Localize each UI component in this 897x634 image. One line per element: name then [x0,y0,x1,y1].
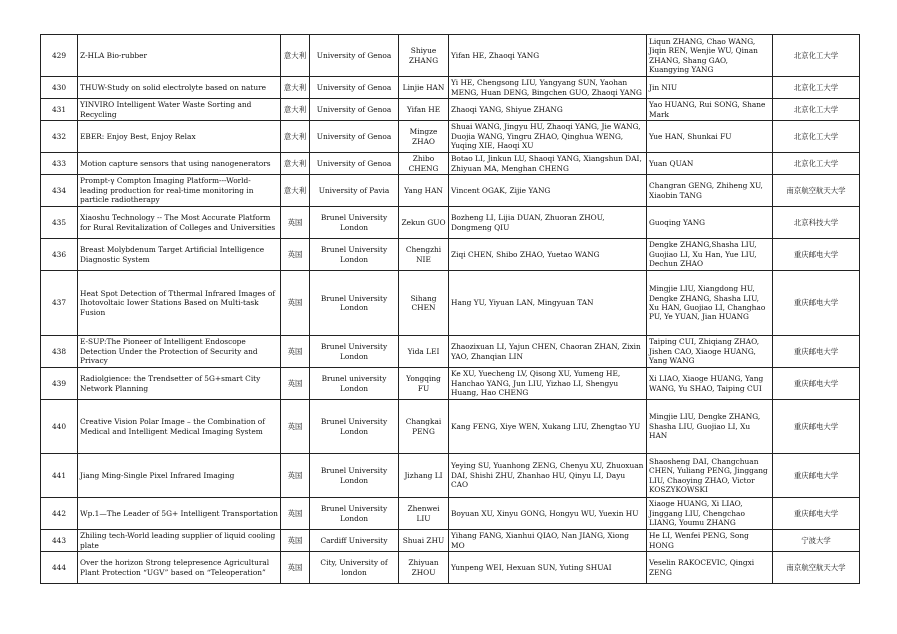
row-number-cell: 434 [41,175,78,207]
home-school-cell: 重庆邮电大学 [773,336,860,368]
project-name-cell: E-SUP:The Pioneer of Intelligent Endoscope Detection Under the Protection of Security and Privacy [78,336,281,368]
advisors-cell: Xi LIAO, Xiaoge HUANG, Yang WANG, Yu SHAO, Taiping CUI [647,368,773,400]
team-members-cell: Yeying SU, Yuanhong ZENG, Chenyu XU, Zhuoxuan DAI, Shishi ZHU, Zhanhao HU, Qinyu LI, Dayu CAO [449,454,647,498]
project-name-cell: Radiolgience: the Trendsetter of 5G+smart City Network Planning [78,368,281,400]
home-school-cell: 重庆邮电大学 [773,368,860,400]
project-name-cell: Heat Spot Detection of Tthermal Infrared Images of Ihotovoltaic Iower Stations Based on Multi-task Fusion [78,271,281,336]
project-name-cell: EBER: Enjoy Best, Enjoy Relax [78,121,281,153]
country-cell: 英国 [281,239,310,271]
team-leader-cell: Sihang CHEN [399,271,449,336]
row-number-cell: 441 [41,454,78,498]
project-name-cell: Motion capture sensors that using nanogenerators [78,153,281,175]
country-cell: 英国 [281,530,310,552]
university-cell: University of Genoa [310,153,399,175]
table-row [41,35,860,77]
team-leader-cell: Yifan HE [399,99,449,121]
row-number-cell: 442 [41,498,78,530]
country-cell: 英国 [281,271,310,336]
country-cell: 英国 [281,400,310,454]
home-school-cell: 重庆邮电大学 [773,498,860,530]
university-cell: Brunel University London [310,207,399,239]
table-row [41,207,860,239]
team-members-cell: Zhaoqi YANG, Shiyue ZHANG [449,99,647,121]
project-name-cell: Breast Molybdenum Target Artificial Intelligence Diagnostic System [78,239,281,271]
university-cell: City, University of london [310,552,399,584]
team-members-cell: Ke XU, Yuecheng LV, Qisong XU, Yumeng HE, Hanchao YANG, Jun LIU, Yizhao LI, Shengyu Huang, Hao CHENG [449,368,647,400]
country-cell: 意大利 [281,153,310,175]
advisors-cell: Yao HUANG, Rui SONG, Shane Mark [647,99,773,121]
advisors-cell: Guoqing YANG [647,207,773,239]
project-name-cell: YINVIRO Intelligent Water Waste Sorting and Recycling [78,99,281,121]
table-body [41,35,860,584]
team-members-cell: Hang YU, Yiyuan LAN, Mingyuan TAN [449,271,647,336]
row-number-cell: 429 [41,35,78,77]
team-leader-cell: Jizhang LI [399,454,449,498]
advisors-cell: Yuan QUAN [647,153,773,175]
university-cell: Brunel University London [310,498,399,530]
home-school-cell: 北京化工大学 [773,153,860,175]
home-school-cell: 宁波大学 [773,530,860,552]
team-members-cell: Shuai WANG, Jingyu HU, Zhaoqi YANG, Jie WANG, Duojia WANG, Yingru ZHAO, Qinghua WENG, Yuqing XIE, Haoqi XU [449,121,647,153]
advisors-cell: Taiping CUI, Zhiqiang ZHAO, Jishen CAO, Xiaoge HUANG, Yang WANG [647,336,773,368]
team-members-cell: Bozheng LI, Lijia DUAN, Zhuoran ZHOU, Dongmeng QIU [449,207,647,239]
advisors-cell: He LI, Wenfei PENG, Song HONG [647,530,773,552]
university-cell: Brunel university London [310,368,399,400]
country-cell: 英国 [281,207,310,239]
table-row [41,175,860,207]
team-leader-cell: Chengzhi NIE [399,239,449,271]
team-members-cell: Kang FENG, Xiye WEN, Xukang LIU, Zhengtao YU [449,400,647,454]
home-school-cell: 重庆邮电大学 [773,454,860,498]
table-row [41,530,860,552]
country-cell: 英国 [281,454,310,498]
team-leader-cell: Yongqing FU [399,368,449,400]
university-cell: Cardiff University [310,530,399,552]
table-row [41,271,860,336]
university-cell: University of Genoa [310,121,399,153]
row-number-cell: 443 [41,530,78,552]
table-row [41,121,860,153]
row-number-cell: 440 [41,400,78,454]
home-school-cell: 南京航空航天大学 [773,175,860,207]
table-row [41,239,860,271]
table-row [41,153,860,175]
team-members-cell: Boyuan XU, Xinyu GONG, Hongyu WU, Yuexin HU [449,498,647,530]
team-members-cell: Ziqi CHEN, Shibo ZHAO, Yuetao WANG [449,239,647,271]
row-number-cell: 431 [41,99,78,121]
home-school-cell: 北京化工大学 [773,77,860,99]
university-cell: University of Genoa [310,99,399,121]
project-table [40,34,860,584]
university-cell: University of Pavia [310,175,399,207]
advisors-cell: Xiaoge HUANG, Xi LIAO, Jinggang LIU, Chengchao LIANG, Youmu ZHANG [647,498,773,530]
project-name-cell: Prompt-γ Compton Imaging Platform---World-leading production for real-time monitoring in particle radiotherapy [78,175,281,207]
country-cell: 英国 [281,552,310,584]
project-name-cell: Creative Vision Polar Image – the Combination of Medical and Intelligent Medical Imaging System [78,400,281,454]
advisors-cell: Mingjie LIU, Dengke ZHANG, Shasha LIU, Guojiao LI, Xu HAN [647,400,773,454]
country-cell: 英国 [281,368,310,400]
advisors-cell: Veselin RAKOCEVIC, Qingxi ZENG [647,552,773,584]
home-school-cell: 重庆邮电大学 [773,271,860,336]
row-number-cell: 436 [41,239,78,271]
university-cell: Brunel University London [310,336,399,368]
team-leader-cell: Zhiyuan ZHOU [399,552,449,584]
advisors-cell: Changran GENG, Zhiheng XU, Xiaobin TANG [647,175,773,207]
team-leader-cell: Zekun GUO [399,207,449,239]
table-row [41,552,860,584]
project-name-cell: Jiang Ming-Single Pixel Infrared Imaging [78,454,281,498]
university-cell: Brunel University London [310,239,399,271]
project-name-cell: Over the horizon Strong telepresence Agricultural Plant Protection “UGV” based on “Teleoperation” [78,552,281,584]
table-row [41,77,860,99]
home-school-cell: 北京化工大学 [773,99,860,121]
country-cell: 英国 [281,498,310,530]
team-leader-cell: Yang HAN [399,175,449,207]
country-cell: 意大利 [281,35,310,77]
advisors-cell: Yue HAN, Shunkai FU [647,121,773,153]
team-leader-cell: Changkai PENG [399,400,449,454]
row-number-cell: 432 [41,121,78,153]
team-members-cell: Botao LI, Jinkun LU, Shaoqi YANG, Xiangshun DAI, Zhiyuan MA, Menghan CHENG [449,153,647,175]
team-leader-cell: Yida LEI [399,336,449,368]
table-row [41,368,860,400]
project-name-cell: Z-HLA Bio-rubber [78,35,281,77]
row-number-cell: 438 [41,336,78,368]
country-cell: 意大利 [281,121,310,153]
advisors-cell: Shaosheng DAI, Changchuan CHEN, Yuliang PENG, Jinggang LIU, Chaoying ZHAO, Victor KOSZYKOWSKI [647,454,773,498]
university-cell: University of Genoa [310,35,399,77]
project-name-cell: Xiaoshu Technology -- The Most Accurate Platform for Rural Revitalization of Colleges and Universities [78,207,281,239]
team-members-cell: Vincent OGAK, Zijie YANG [449,175,647,207]
row-number-cell: 439 [41,368,78,400]
home-school-cell: 北京化工大学 [773,121,860,153]
university-cell: Brunel University London [310,454,399,498]
advisors-cell: Jin NIU [647,77,773,99]
row-number-cell: 444 [41,552,78,584]
project-name-cell: THUW-Study on solid electrolyte based on nature [78,77,281,99]
advisors-cell: Dengke ZHANG,Shasha LIU, Guojiao LI, Xu Han, Yue LIU, Dechun ZHAO [647,239,773,271]
row-number-cell: 433 [41,153,78,175]
table-row [41,454,860,498]
home-school-cell: 重庆邮电大学 [773,239,860,271]
table-row [41,400,860,454]
home-school-cell: 南京航空航天大学 [773,552,860,584]
country-cell: 英国 [281,336,310,368]
row-number-cell: 437 [41,271,78,336]
team-leader-cell: Shiyue ZHANG [399,35,449,77]
team-members-cell: Zhaozixuan LI, Yajun CHEN, Chaoran ZHAN, Zixin YAO, Zhanqian LIN [449,336,647,368]
table-row [41,99,860,121]
project-name-cell: Wp.1—The Leader of 5G+ Intelligent Transportation [78,498,281,530]
country-cell: 意大利 [281,175,310,207]
country-cell: 意大利 [281,77,310,99]
team-members-cell: Yifan HE, Zhaoqi YANG [449,35,647,77]
university-cell: Brunel University London [310,400,399,454]
team-members-cell: Yihang FANG, Xianhui QIAO, Nan JIANG, Xiong MO [449,530,647,552]
team-leader-cell: Zhibo CHENG [399,153,449,175]
table-row [41,498,860,530]
row-number-cell: 430 [41,77,78,99]
home-school-cell: 北京化工大学 [773,35,860,77]
team-leader-cell: Zhenwei LIU [399,498,449,530]
team-members-cell: Yunpeng WEI, Hexuan SUN, Yuting SHUAI [449,552,647,584]
country-cell: 意大利 [281,99,310,121]
advisors-cell: Mingjie LIU, Xiangdong HU, Dengke ZHANG, Shasha LIU, Xu HAN, Guojiao LI, Changhao PU, Ye YUAN, Jian HUANG [647,271,773,336]
home-school-cell: 北京科技大学 [773,207,860,239]
university-cell: University of Genoa [310,77,399,99]
team-leader-cell: Linjie HAN [399,77,449,99]
team-members-cell: Yi HE, Chengsong LIU, Yangyang SUN, Yaohan MENG, Huan DENG, Bingchen GUO, Zhaoqi YANG [449,77,647,99]
advisors-cell: Liqun ZHANG, Chao WANG, Jiqin REN, Wenjie WU, Qinan ZHANG, Shang GAO, Kuangying YANG [647,35,773,77]
table-row [41,336,860,368]
project-name-cell: Zhiling tech-World leading supplier of liquid cooling plate [78,530,281,552]
team-leader-cell: Mingze ZHAO [399,121,449,153]
row-number-cell: 435 [41,207,78,239]
home-school-cell: 重庆邮电大学 [773,400,860,454]
team-leader-cell: Shuai ZHU [399,530,449,552]
university-cell: Brunel University London [310,271,399,336]
